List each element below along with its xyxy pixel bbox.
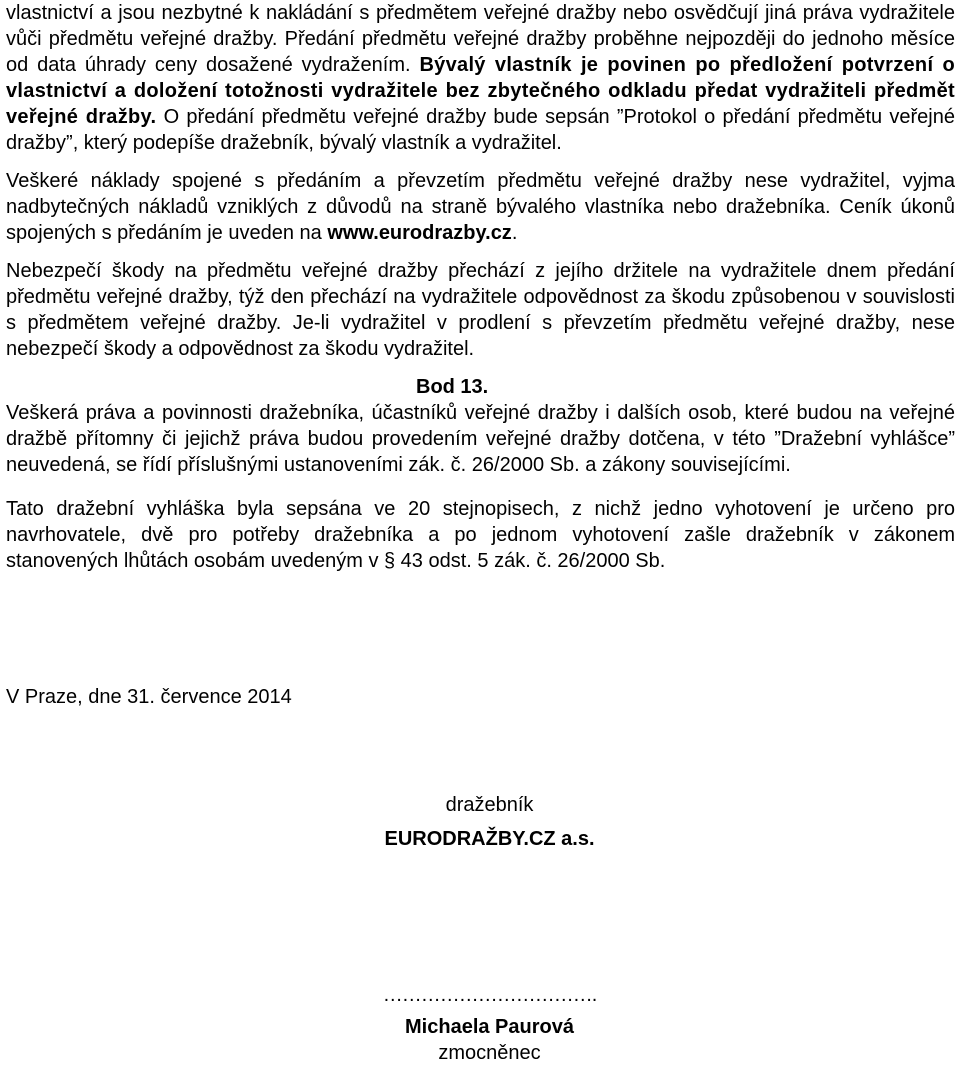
- signature-person-block: [0, 982, 949, 1066]
- paragraph-risk-text: Nebezpečí škody na předmětu veřejné dražby přechází z jejího držitele na vydražitele dnem předání předmětu veřejné dražby, týž den přechází na vydražitele odpovědnost za škodu způsobenou v souvislosti s předmětem veřejné dražby. Je-li vydražitel v prodlení s převzetím předmětu veřejné dražby, nese nebezpečí škody a odpovědnost za škodu vydražitel.: [6, 260, 955, 360]
- paragraph-copies: [6, 496, 955, 574]
- paragraph-copies-text: Tato dražební vyhláška byla sepsána ve 20 stejnopisech, z nichž jedno vyhotovení je určeno pro navrhovatele, dvě pro potřeby dražebníka a po jednom vyhotovení zašle dražebník v zákonem stanovených lhůtách osobám uvedeným v § 43 odst. 5 zák. č. 26/2000 Sb.: [6, 498, 955, 572]
- paragraph-handover-bold: Bývalý vlastník je povinen po předložení potvrzení o vlastnictví a doložení totožnosti vydražitele bez zbytečného odkladu předat vydražiteli předmět veřejné dražby.: [6, 54, 955, 128]
- paragraph-costs-end: .: [511, 222, 518, 244]
- signature-name: Michaela Paurová: [405, 1016, 574, 1038]
- paragraph-handover: [6, 0, 955, 156]
- place-date: V Praze, dne 31. července 2014: [6, 686, 292, 708]
- paragraph-rights-text: Veškerá práva a povinnosti dražebníka, účastníků veřejné dražby i dalších osob, které budou na veřejné dražbě přítomny či jejichž práva budou provedením veřejné dražby dotčena, v této ”Dražební vyhlášce” neuvedená, se řídí příslušnými ustanoveními zák. č. 26/2000 Sb. a zákony souvisejícími.: [6, 402, 955, 476]
- signature-company: EURODRAŽBY.CZ a.s.: [384, 828, 595, 850]
- signature-dots: …………………………….: [382, 984, 597, 1006]
- eurodrazby-link[interactable]: www.eurodrazby.cz: [327, 222, 512, 244]
- paragraph-costs-text: Veškeré náklady spojené s předáním a převzetím předmětu veřejné dražby nese vydražitel, vyjma nadbytečných nákladů vzniklých z důvodů na straně bývalého vlastníka nebo dražebníka. Ceník úkonů spojených s předáním je uveden na: [6, 170, 955, 244]
- paragraph-handover-text: vlastnictví a jsou nezbytné k nakládání s předmětem veřejné dražby nebo osvědčují jiná práva vydražitele vůči předmětu veřejné dražby. Předání předmětu veřejné dražby proběhne nejpozději do jednoho měsíce od data úhrady ceny dosažené vydražením.: [6, 2, 955, 76]
- paragraph-handover-tail: O předání předmětu veřejné dražby bude sepsán ”Protokol o předání předmětu veřejné dražby”, který podepíše dražebník, bývalý vlastník a vydražitel.: [6, 106, 955, 154]
- signature-title: zmocněnec: [438, 1042, 541, 1064]
- section-heading-bod-13: Bod 13.: [416, 376, 489, 398]
- signature-role: dražebník: [445, 794, 534, 816]
- signature-block: [0, 792, 949, 852]
- paragraph-risk: [6, 258, 955, 362]
- document-page: [6, 0, 955, 574]
- paragraph-costs: [6, 168, 955, 246]
- paragraph-rights: [6, 400, 955, 478]
